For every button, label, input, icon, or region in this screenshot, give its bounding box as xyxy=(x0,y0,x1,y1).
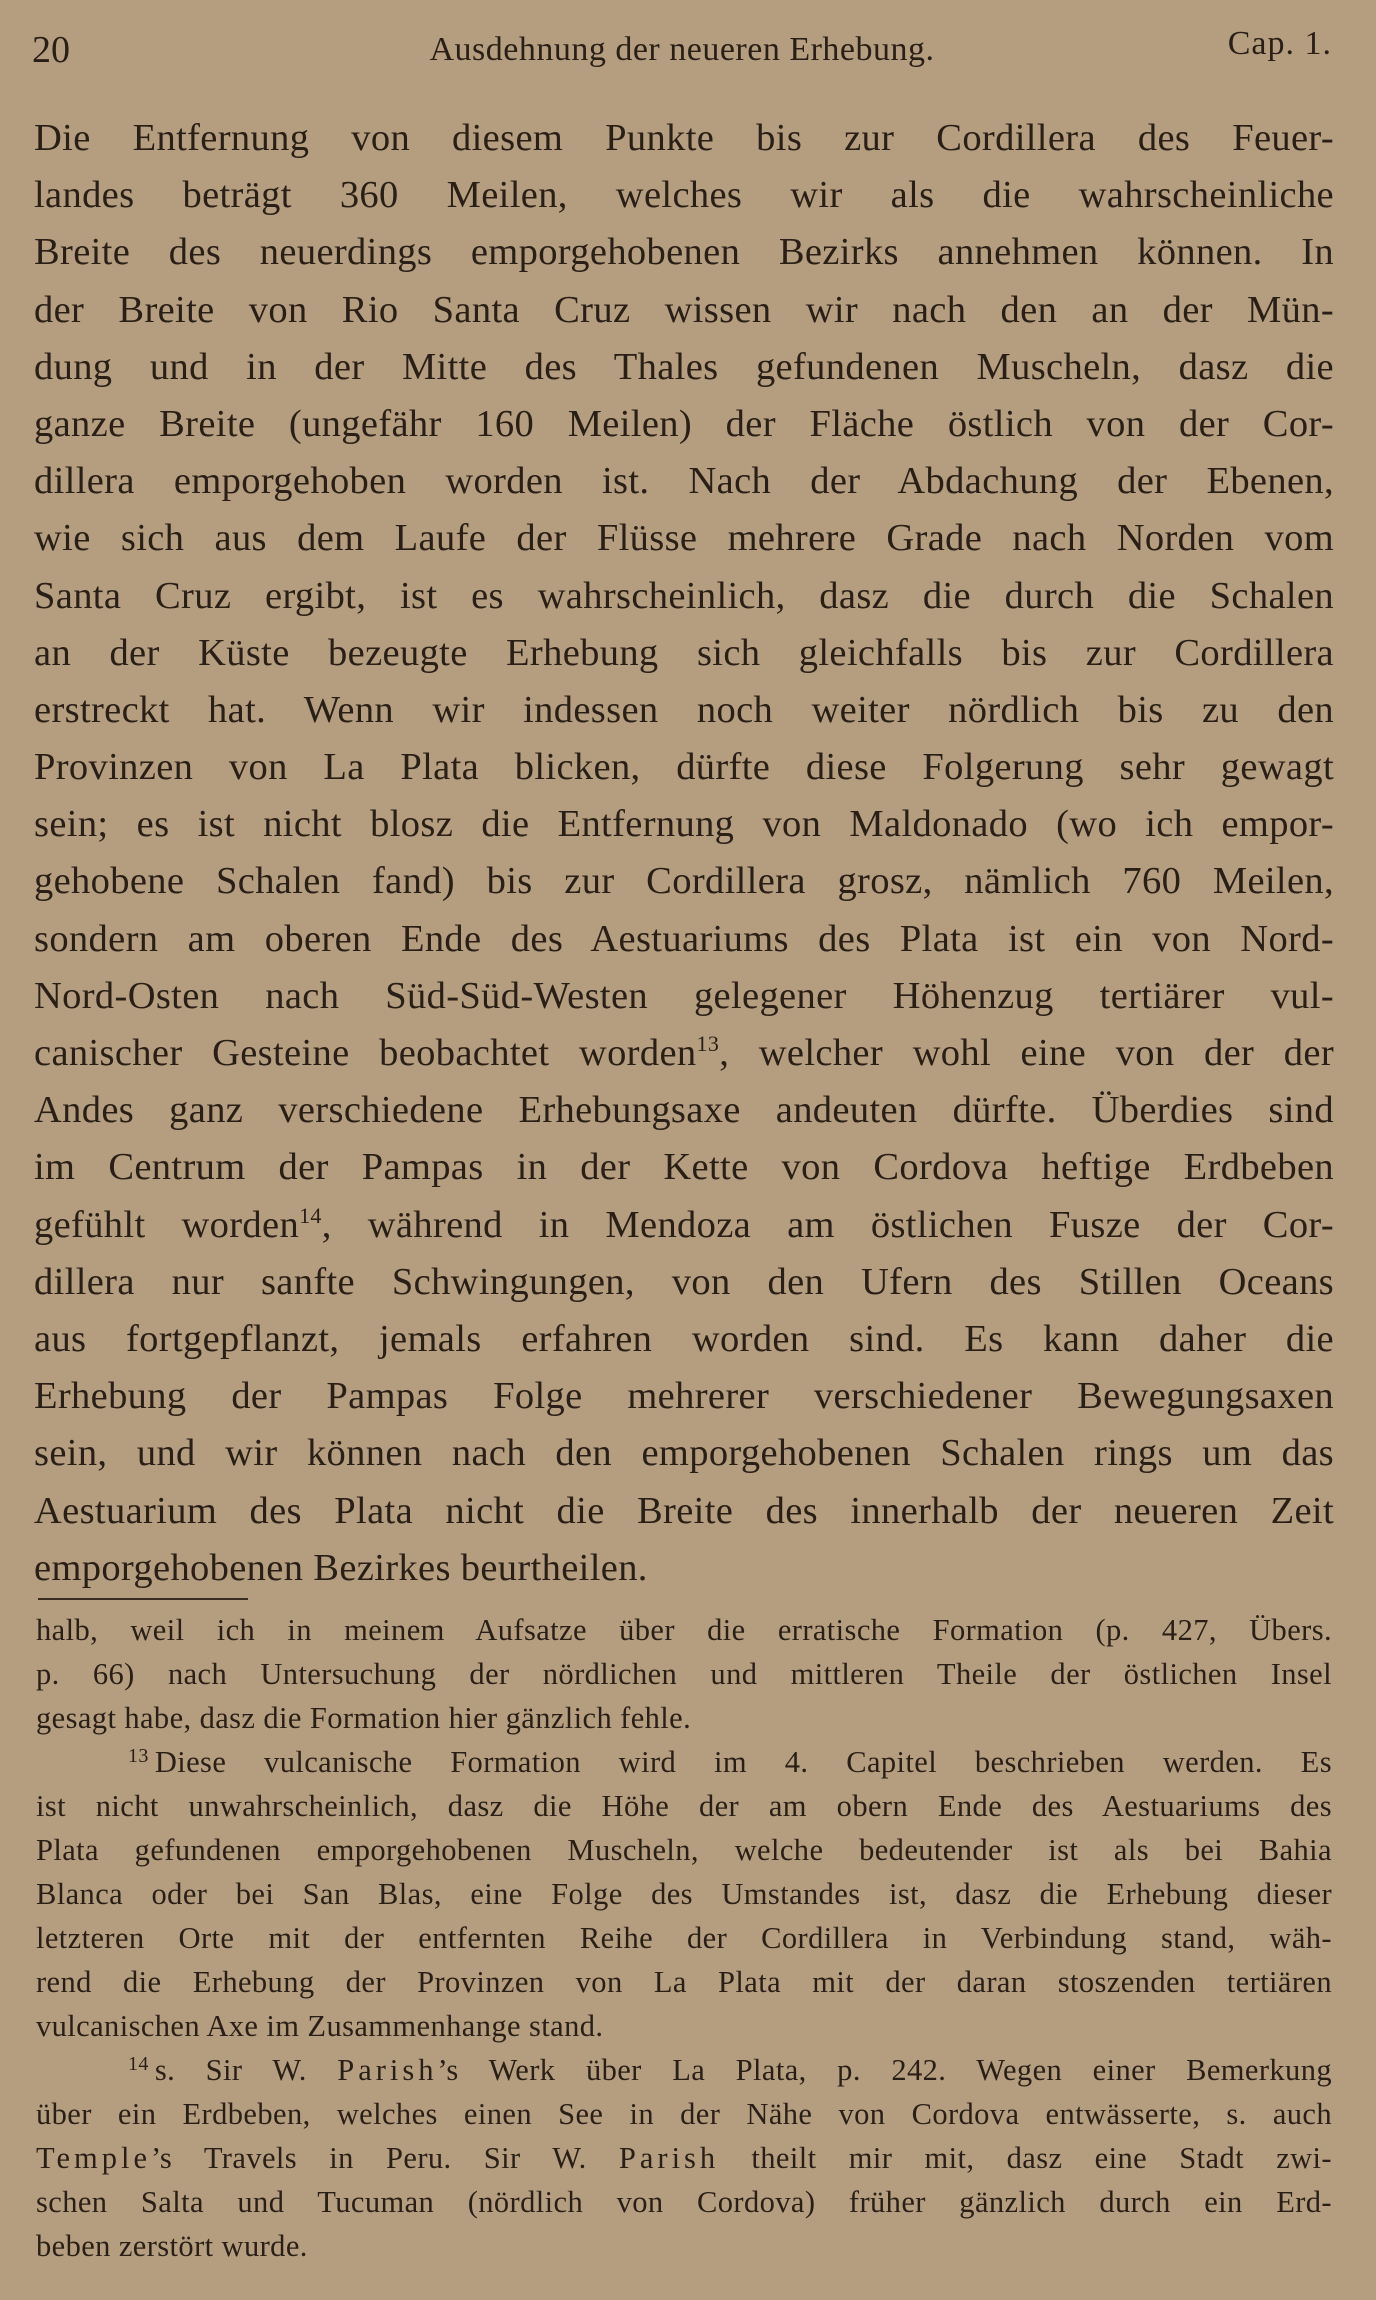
text-line-with-footnote-13 xyxy=(34,1025,1334,1082)
text-line: dung und in der Mitte des Thales gefundenen Muscheln, dasz die xyxy=(34,345,1334,388)
text-line: Provinzen von La Plata blicken, dürfte diese Folgerung sehr gewagt xyxy=(34,746,1334,789)
footnote-line: letzteren Orte mit der entfernten Reihe der Cordillera in Verbindung stand, wäh- xyxy=(36,1921,1332,1955)
footnote-14-marker: 14 xyxy=(128,2053,149,2075)
footnote-ref-14: 14 xyxy=(299,1202,322,1228)
text-line: Santa Cruz ergibt, ist es wahrscheinlich, dasz die durch die Schalen xyxy=(34,574,1334,617)
text-line: der Breite von Rio Santa Cruz wissen wir nach den an der Mün- xyxy=(34,288,1334,331)
text-line: Aestuarium des Plata nicht die Breite des innerhalb der neueren Zeit xyxy=(34,1489,1334,1532)
footnote-text: s. Sir W. xyxy=(154,2053,338,2087)
footnote-divider xyxy=(38,1598,248,1600)
text-line: dillera nur sanfte Schwingungen, von den Ufern des Stillen Oceans xyxy=(34,1260,1334,1303)
footnote-line: halb, weil ich in meinem Aufsatze über die erratische Formation (p. 427, Übers. xyxy=(36,1613,1332,1647)
text-line: landes beträgt 360 Meilen, welches wir als die wahrscheinliche xyxy=(34,174,1334,217)
footnote-13-first-line xyxy=(36,1740,1332,1784)
footnote-line: vulcanischen Axe im Zusammenhange stand. xyxy=(36,2009,604,2043)
text-line: sondern am oberen Ende des Aestuariums des Plata ist ein von Nord- xyxy=(34,917,1334,960)
text-line-with-footnote-14 xyxy=(34,1197,1334,1254)
text-line: sein, und wir können nach den emporgehobenen Schalen rings um das xyxy=(34,1432,1334,1475)
main-text xyxy=(34,110,1334,1597)
footnote-line: Plata gefundenen emporgehobenen Muscheln, welche bedeutender ist als bei Bahia xyxy=(36,1833,1332,1867)
author-name: Parish xyxy=(618,2141,720,2175)
text-line: Breite des neuerdings emporgehobenen Bezirks annehmen können. In xyxy=(34,231,1334,274)
text-line: aus fortgepflanzt, jemals erfahren worden sind. Es kann daher die xyxy=(34,1317,1334,1360)
text-segment: canischer Gesteine beobachtet worden xyxy=(34,1032,697,1074)
text-line: im Centrum der Pampas in der Kette von Cordova heftige Erdbeben xyxy=(34,1146,1334,1189)
footnote-line: gesagt habe, dasz die Formation hier gänzlich fehle. xyxy=(36,1701,692,1735)
text-line: Die Entfernung von diesem Punkte bis zur Cordillera des Feuer- xyxy=(34,117,1334,159)
text-line: erstreckt hat. Wenn wir indessen noch weiter nördlich bis zu den xyxy=(34,688,1334,731)
footnotes xyxy=(36,1608,1332,2268)
footnote-13-marker: 13 xyxy=(128,1745,149,1767)
footnote-text: theilt mir mit, dasz eine Stadt zwi- xyxy=(719,2141,1332,2175)
footnote-line: rend die Erhebung der Provinzen von La Plata mit der daran stoszenden tertiären xyxy=(36,1965,1332,1999)
chapter-label: Cap. 1. xyxy=(1227,25,1332,62)
footnote-line: schen Salta und Tucuman (nördlich von Cordova) früher gänzlich durch ein Erd- xyxy=(36,2185,1332,2219)
footnote-14-first-line xyxy=(36,2048,1332,2092)
footnote-line: über ein Erdbeben, welches einen See in der Nähe von Cordova entwässerte, s. auch xyxy=(36,2097,1332,2131)
author-name: Parish xyxy=(337,2053,438,2087)
text-line: Nord-Osten nach Süd-Süd-Westen gelegener Höhenzug tertiärer vul- xyxy=(34,974,1334,1017)
text-line: Erhebung der Pampas Folge mehrerer verschiedener Bewegungsaxen xyxy=(34,1375,1334,1418)
text-line: an der Küste bezeugte Erhebung sich gleichfalls bis zur Cordillera xyxy=(34,631,1334,674)
footnote-text: Diese vulcanische Formation wird im 4. Capitel beschrieben werden. Es xyxy=(154,1745,1332,1779)
text-segment: gefühlt worden xyxy=(34,1203,300,1246)
text-line: Andes ganz verschiedene Erhebungsaxe andeuten dürfte. Überdies sind xyxy=(34,1089,1334,1132)
text-line: emporgehobenen Bezirkes beurtheilen. xyxy=(34,1546,648,1589)
text-line: wie sich aus dem Laufe der Flüsse mehrere Grade nach Norden vom xyxy=(34,517,1334,560)
page-number: 20 xyxy=(32,29,70,71)
footnote-ref-13: 13 xyxy=(696,1031,720,1056)
footnote-line: ist nicht unwahrscheinlich, dasz die Höhe der am obern Ende des Aestuariums des xyxy=(36,1789,1332,1823)
running-header xyxy=(32,20,1332,80)
footnote-text: ’s Travels in Peru. Sir W. xyxy=(151,2141,619,2175)
author-name: Temple xyxy=(36,2141,152,2175)
text-line: gehobene Schalen fand) bis zur Cordillera grosz, nämlich 760 Meilen, xyxy=(34,860,1334,903)
text-line: ganze Breite (ungefähr 160 Meilen) der Fläche östlich von der Cor- xyxy=(34,402,1334,445)
text-line: sein; es ist nicht blosz die Entfernung von Maldonado (wo ich empor- xyxy=(34,803,1334,846)
running-title: Ausdehnung der neueren Erhebung. xyxy=(429,31,935,68)
text-segment: , während in Mendoza am östlichen Fusze der Cor- xyxy=(321,1203,1334,1246)
footnote-line: p. 66) nach Untersuchung der nördlichen und mittleren Theile der östlichen Insel xyxy=(36,1657,1332,1691)
footnote-line: beben zerstört wurde. xyxy=(36,2229,308,2263)
footnote-line: Blanca oder bei San Blas, eine Folge des Umstandes ist, dasz die Erhebung dieser xyxy=(36,1877,1332,1911)
text-line: dillera emporgehoben worden ist. Nach der Abdachung der Ebenen, xyxy=(34,460,1334,503)
footnote-text: ’s Werk über La Plata, p. 242. Wegen einer Bemerkung xyxy=(437,2053,1332,2087)
footnote-line xyxy=(36,2136,1332,2180)
text-segment: , welcher wohl eine von der der xyxy=(719,1032,1334,1074)
